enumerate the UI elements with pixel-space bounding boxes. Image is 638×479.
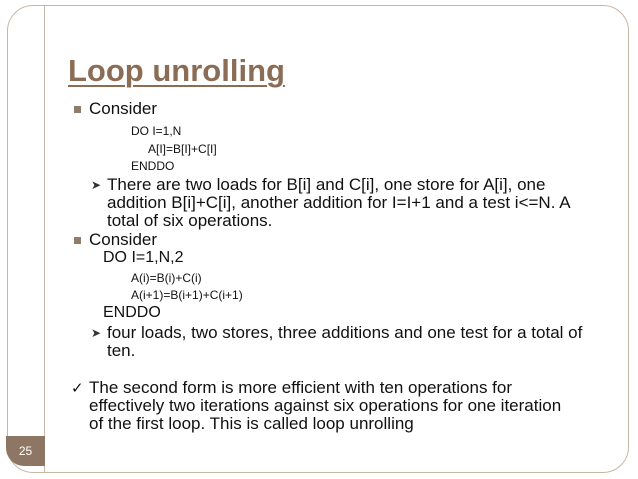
note-line: total of six operations. (107, 211, 273, 230)
code-line: ENDDO (103, 304, 161, 321)
left-rule (44, 6, 45, 472)
square-bullet-icon (74, 106, 81, 113)
section2-bullet: Consider (89, 230, 158, 249)
code-line: ENDDO (131, 159, 175, 173)
code-line: A(i)=B(i)+C(i) (131, 271, 202, 285)
note-line: There are two loads for B[i] and C[i], one store for A[i], one (107, 175, 546, 194)
section1-bullet: Consider (89, 99, 158, 118)
code-line: A[I]=B[I]+C[I] (148, 142, 217, 156)
arrow-bullet-icon: ➤ (91, 178, 102, 192)
page-number: 25 (18, 444, 33, 458)
conclusion-line: of the first loop. This is called loop unrolling (89, 414, 414, 433)
note-line: addition B[i]+C[i], another addition for I=I+1 and a test i<=N. A (107, 193, 571, 212)
note-line: ten. (107, 341, 136, 360)
code-line: A(i+1)=B(i+1)+C(i+1) (131, 288, 243, 302)
conclusion-line: The second form is more efficient with ten operations for (89, 378, 512, 397)
page-number-badge (6, 436, 45, 466)
arrow-bullet-icon: ➤ (91, 326, 102, 340)
slide-title: Loop unrolling (68, 53, 285, 88)
note-line: four loads, two stores, three additions and one test for a total of (107, 323, 583, 342)
square-bullet-icon (74, 237, 81, 244)
code-line: DO I=1,N (131, 124, 182, 138)
checkmark-icon: ✓ (71, 380, 84, 397)
conclusion-line: effectively two iterations against six operations for one iteration (89, 396, 562, 415)
code-line: DO I=1,N,2 (103, 249, 184, 266)
